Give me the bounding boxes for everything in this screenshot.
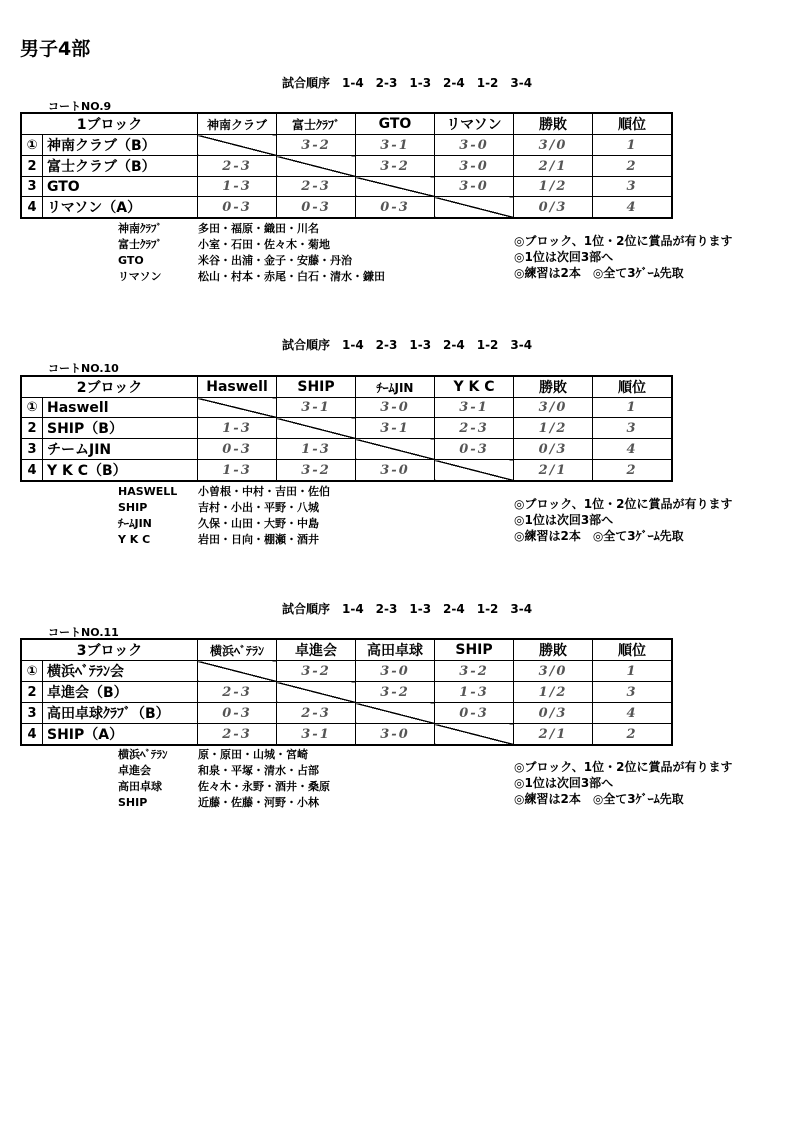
score-cell: 1-3 [277, 439, 356, 460]
score-cell: 0-3 [356, 197, 435, 219]
col-header-record: 勝敗 [514, 376, 593, 398]
team-name: SHIP（B） [43, 418, 198, 439]
court-label: コートNO.11 [48, 626, 119, 639]
score-cell: 1-3 [198, 460, 277, 482]
score-cell: 3-2 [277, 661, 356, 682]
roster-players: 岩田・日向・棚瀬・酒井 [198, 533, 319, 546]
roster-club: GTO [118, 254, 144, 267]
table-row [21, 156, 672, 177]
result-table [20, 112, 673, 219]
score-cell: 3-2 [277, 460, 356, 482]
row-number: ① [21, 661, 43, 682]
diagonal-cell [277, 418, 356, 439]
diagonal-cell [198, 398, 277, 418]
score-cell: 2-3 [198, 156, 277, 177]
col-header: SHIP [277, 376, 356, 398]
diagonal-cell [277, 682, 356, 703]
col-header-rank: 順位 [593, 639, 673, 661]
score-cell: 0-3 [435, 439, 514, 460]
roster-row [118, 516, 330, 532]
col-header: 神南クラブ [198, 113, 277, 135]
note: ◎ブロック、1位・2位に賞品が有ります [514, 760, 733, 774]
score-cell: 0-3 [277, 197, 356, 219]
score-cell: 0-3 [435, 703, 514, 724]
col-header-rank: 順位 [593, 113, 673, 135]
roster-row [118, 532, 330, 548]
col-header: GTO [356, 113, 435, 135]
roster-club: 神南ｸﾗﾌﾞ [118, 222, 162, 235]
score-cell: 3-0 [356, 460, 435, 482]
notes [514, 496, 732, 544]
score-cell: 2-3 [435, 418, 514, 439]
record-cell: 2/1 [514, 460, 593, 482]
col-header: 卓進会 [277, 639, 356, 661]
score-cell: 0-3 [198, 703, 277, 724]
notes [514, 233, 732, 281]
record-cell: 1/2 [514, 177, 593, 197]
record-cell: 3/0 [514, 661, 593, 682]
team-name: 横浜ﾍﾞﾃﾗﾝ会 [43, 661, 198, 682]
note: ◎1位は次回3部へ [514, 250, 614, 264]
diagonal-cell [356, 177, 435, 197]
table-row [21, 724, 672, 746]
rank-cell: 1 [593, 135, 673, 156]
team-name: 神南クラブ（B） [43, 135, 198, 156]
row-number: 2 [21, 682, 43, 703]
table-row [21, 439, 672, 460]
record-cell: 2/1 [514, 724, 593, 746]
score-cell: 3-1 [435, 398, 514, 418]
diagonal-cell [277, 156, 356, 177]
table-row [21, 398, 672, 418]
roster-row [118, 484, 330, 500]
roster-players: 多田・福原・織田・川名 [198, 222, 319, 235]
roster-players: 米谷・出浦・金子・安藤・丹治 [198, 254, 352, 267]
row-number: 3 [21, 703, 43, 724]
col-header: Y K C [435, 376, 514, 398]
note: ◎ブロック、1位・2位に賞品が有ります [514, 234, 733, 248]
record-cell: 3/0 [514, 398, 593, 418]
roster-players: 近藤・佐藤・河野・小林 [198, 796, 319, 809]
col-header: 高田卓球 [356, 639, 435, 661]
block-name: 1ブロック [21, 113, 198, 135]
roster-players: 小曽根・中村・吉田・佐伯 [198, 485, 330, 498]
roster-club: リマソン [118, 270, 162, 283]
match-order: 試合順序 1-4 2-3 1-3 2-4 1-2 3-4 [282, 338, 533, 352]
record-cell: 0/3 [514, 703, 593, 724]
roster-club: 高田卓球 [118, 780, 162, 793]
diagonal-cell [198, 135, 277, 156]
roster-row [118, 763, 330, 779]
col-header: 横浜ﾍﾞﾃﾗﾝ [198, 639, 277, 661]
col-header-rank: 順位 [593, 376, 673, 398]
col-header: リマソン [435, 113, 514, 135]
table-row [21, 418, 672, 439]
result-table [20, 375, 673, 482]
row-number: ① [21, 135, 43, 156]
rank-cell: 3 [593, 177, 673, 197]
roster-club: Y K C [118, 533, 151, 546]
rank-cell: 4 [593, 703, 673, 724]
diagonal-cell [435, 197, 514, 219]
score-cell: 2-3 [198, 724, 277, 746]
score-cell: 1-3 [198, 418, 277, 439]
roster-row [118, 779, 330, 795]
roster [118, 221, 385, 285]
col-header: 富士ｸﾗﾌﾞ [277, 113, 356, 135]
roster-players: 佐々木・永野・酒井・桑原 [198, 780, 330, 793]
note: ◎練習は2本 ◎全て3ｹﾞｰﾑ先取 [514, 529, 684, 543]
score-cell: 3-1 [356, 135, 435, 156]
court-label: コートNO.9 [48, 100, 112, 113]
row-number: 2 [21, 418, 43, 439]
record-cell: 1/2 [514, 682, 593, 703]
roster-players: 和泉・平塚・清水・占部 [198, 764, 319, 777]
score-cell: 3-2 [277, 135, 356, 156]
score-cell: 0-3 [198, 439, 277, 460]
score-cell: 3-0 [356, 661, 435, 682]
table-row [21, 682, 672, 703]
roster-club: 富士ｸﾗﾌﾞ [118, 238, 162, 251]
score-cell: 3-1 [356, 418, 435, 439]
score-cell: 2-3 [277, 177, 356, 197]
result-table [20, 638, 673, 746]
roster-row [118, 269, 385, 285]
roster [118, 747, 330, 811]
col-header: SHIP [435, 639, 514, 661]
note: ◎練習は2本 ◎全て3ｹﾞｰﾑ先取 [514, 792, 684, 806]
roster-club: HASWELL [118, 485, 178, 498]
roster-row [118, 221, 385, 237]
diagonal-cell [356, 703, 435, 724]
rank-cell: 3 [593, 682, 673, 703]
score-cell: 0-3 [198, 197, 277, 219]
rank-cell: 4 [593, 197, 673, 219]
team-name: リマソン（A） [43, 197, 198, 219]
match-order: 試合順序 1-4 2-3 1-3 2-4 1-2 3-4 [282, 602, 533, 616]
score-cell: 3-1 [277, 724, 356, 746]
row-number: 4 [21, 724, 43, 746]
team-name: SHIP（A） [43, 724, 198, 746]
match-order: 試合順序 1-4 2-3 1-3 2-4 1-2 3-4 [282, 76, 533, 90]
note: ◎練習は2本 ◎全て3ｹﾞｰﾑ先取 [514, 266, 684, 280]
row-number: 4 [21, 460, 43, 482]
score-cell: 3-2 [356, 156, 435, 177]
team-name: Haswell [43, 398, 198, 418]
row-number: 3 [21, 177, 43, 197]
table-row [21, 197, 672, 219]
diagonal-cell [356, 439, 435, 460]
score-cell: 3-2 [435, 661, 514, 682]
roster-players: 吉村・小出・平野・八城 [198, 501, 319, 514]
rank-cell: 2 [593, 460, 673, 482]
score-cell: 3-0 [356, 724, 435, 746]
roster-players: 松山・村本・赤尾・白石・清水・鎌田 [198, 270, 385, 283]
roster-club: ﾁｰﾑJIN [118, 517, 152, 530]
roster-club: 横浜ﾍﾞﾃﾗﾝ [118, 748, 168, 761]
roster-row [118, 237, 385, 253]
team-name: チームJIN [43, 439, 198, 460]
score-cell: 3-1 [277, 398, 356, 418]
roster-players: 小室・石田・佐々木・菊地 [198, 238, 330, 251]
score-cell: 3-0 [435, 135, 514, 156]
team-name: 卓進会（B） [43, 682, 198, 703]
team-name: 富士クラブ（B） [43, 156, 198, 177]
roster-club: SHIP [118, 501, 148, 514]
row-number: 3 [21, 439, 43, 460]
score-cell: 3-2 [356, 682, 435, 703]
roster-players: 原・原田・山城・宮崎 [198, 748, 308, 761]
roster-players: 久保・山田・大野・中島 [198, 517, 319, 530]
table-row [21, 177, 672, 197]
roster-row [118, 747, 330, 763]
team-name: 高田卓球ｸﾗﾌﾞ（B） [43, 703, 198, 724]
score-cell: 3-0 [435, 156, 514, 177]
roster-club: 卓進会 [118, 764, 151, 777]
rank-cell: 2 [593, 156, 673, 177]
row-number: 2 [21, 156, 43, 177]
diagonal-cell [198, 661, 277, 682]
diagonal-cell [435, 724, 514, 746]
notes [514, 759, 732, 807]
col-header-record: 勝敗 [514, 639, 593, 661]
team-name: GTO [43, 177, 198, 197]
score-cell: 1-3 [435, 682, 514, 703]
row-number: ① [21, 398, 43, 418]
record-cell: 1/2 [514, 418, 593, 439]
table-row [21, 460, 672, 482]
rank-cell: 1 [593, 398, 673, 418]
record-cell: 2/1 [514, 156, 593, 177]
col-header-record: 勝敗 [514, 113, 593, 135]
col-header: ﾁｰﾑJIN [356, 376, 435, 398]
rank-cell: 1 [593, 661, 673, 682]
table-row [21, 703, 672, 724]
rank-cell: 2 [593, 724, 673, 746]
note: ◎ブロック、1位・2位に賞品が有ります [514, 497, 733, 511]
row-number: 4 [21, 197, 43, 219]
record-cell: 0/3 [514, 439, 593, 460]
roster-row [118, 795, 330, 811]
score-cell: 2-3 [277, 703, 356, 724]
block-name: 3ブロック [21, 639, 198, 661]
note: ◎1位は次回3部へ [514, 513, 614, 527]
note: ◎1位は次回3部へ [514, 776, 614, 790]
roster [118, 484, 330, 548]
team-name: Y K C（B） [43, 460, 198, 482]
score-cell: 3-0 [435, 177, 514, 197]
table-row [21, 661, 672, 682]
score-cell: 3-0 [356, 398, 435, 418]
page-title: 男子4部 [20, 38, 91, 60]
record-cell: 3/0 [514, 135, 593, 156]
roster-row [118, 500, 330, 516]
court-label: コートNO.10 [48, 362, 119, 375]
score-cell: 2-3 [198, 682, 277, 703]
rank-cell: 4 [593, 439, 673, 460]
block-name: 2ブロック [21, 376, 198, 398]
score-cell: 1-3 [198, 177, 277, 197]
record-cell: 0/3 [514, 197, 593, 219]
roster-club: SHIP [118, 796, 148, 809]
diagonal-cell [435, 460, 514, 482]
col-header: Haswell [198, 376, 277, 398]
rank-cell: 3 [593, 418, 673, 439]
table-row [21, 135, 672, 156]
roster-row [118, 253, 385, 269]
